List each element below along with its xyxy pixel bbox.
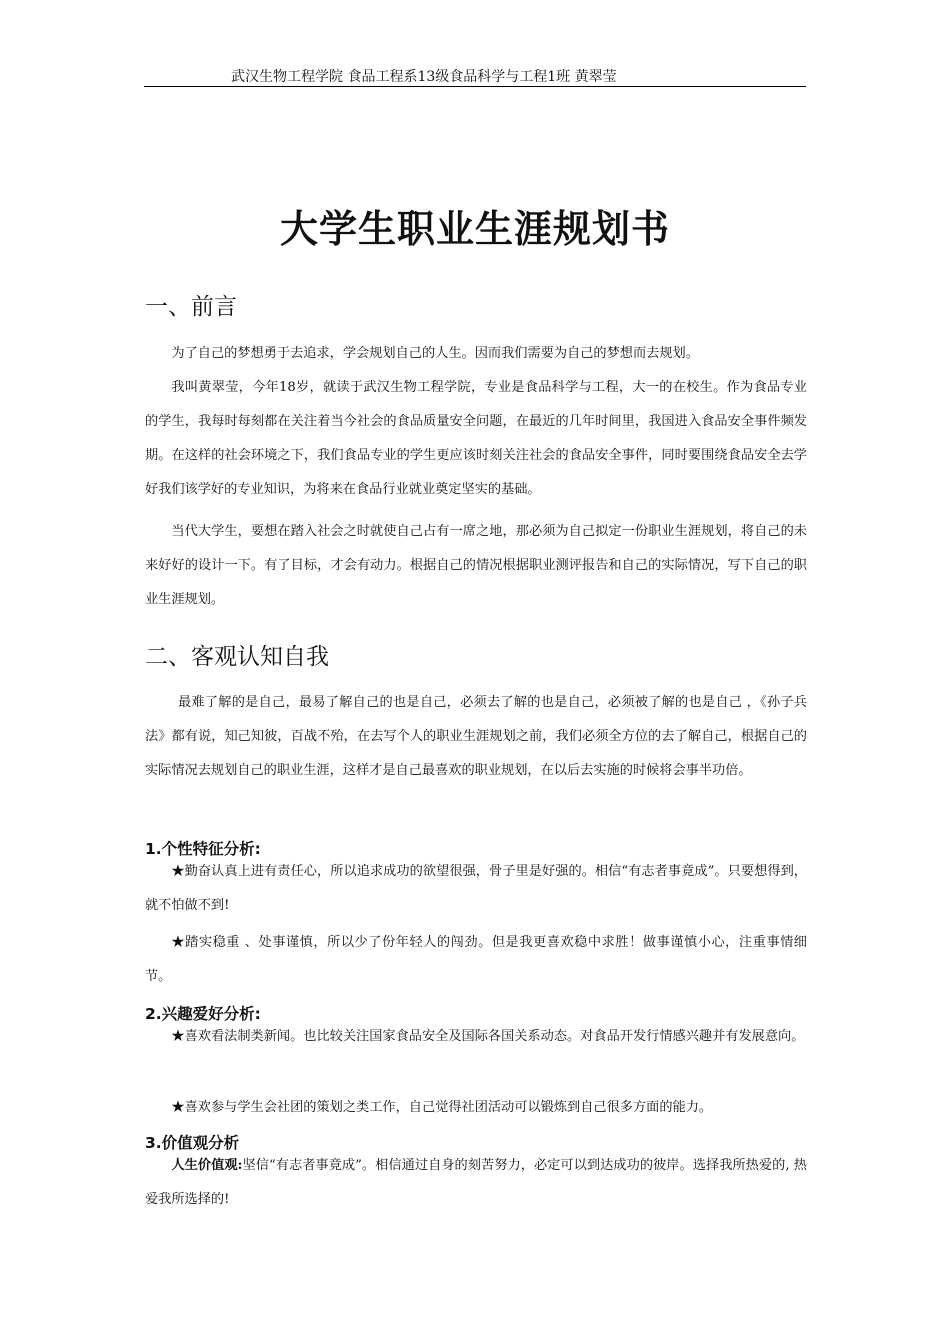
preface-paragraph-2: 我叫黄翠莹，今年18岁，就读于武汉生物工程学院，专业是食品科学与工程，大一的在校生。作为食品专业的学生，我每时每刻都在关注着当今社会的食品质量安全问题，在最近的几年时间里，我国进入食品安全事件频发期。在这样的社会环境之下，我们食品专业的学生更应该时刻关注社会的食品安全事件，同时要围绕食品安全去学好我们该学好的专业知识，为将来在食品行业就业奠定坚实的基础。 bbox=[145, 380, 807, 497]
preface-paragraph-3: 当代大学生，要想在踏入社会之时就使自己占有一席之地，那必须为自己拟定一份职业生涯规划，将自己的未来好好的设计一下。有了目标，才会有动力。根据自己的情况根据职业测评报告和自己的实际情况，写下自己的职业生涯规划。 bbox=[145, 524, 807, 607]
subheading-interests: 2.兴趣爱好分析: bbox=[145, 1005, 261, 1023]
subheading-personality: 1.个性特征分析: bbox=[145, 840, 261, 858]
document-title: 大学生职业生涯规划书 bbox=[279, 207, 670, 251]
values-paragraph bbox=[145, 1149, 807, 1217]
interests-item-2: ★喜欢参与学生会社团的策划之类工作，自己觉得社团活动可以锻炼到自己很多方面的能力。 bbox=[171, 1100, 713, 1115]
life-values-text: 坚信“有志者事竟成”。相信通过自身的刻苦努力，必定可以到达成功的彼岸。选择我所热爱的, 热爱我所选择的! bbox=[145, 1158, 807, 1207]
personality-item-2: ★踏实稳重 、处事谨慎，所以少了份年轻人的闯劲。但是我更喜欢稳中求胜！做事谨慎小心，注重事情细节。 bbox=[145, 935, 807, 984]
interests-item-1: ★喜欢看法制类新闻。也比较关注国家食品安全及国际各国关系动态。对食品开发行情感兴趣并有发展意向。 bbox=[171, 1029, 805, 1044]
section-heading-preface: 一、前言 bbox=[145, 294, 237, 320]
personality-item-1: ★勤奋认真上进有责任心，所以追求成功的欲望很强，骨子里是好强的。相信“有志者事竟成”。只要想得到，就不怕做不到! bbox=[145, 864, 807, 913]
subheading-values: 3.价值观分析 bbox=[145, 1134, 240, 1152]
header-divider bbox=[144, 86, 806, 87]
page-header: 武汉生物工程学院 食品工程系13级食品科学与工程1班 黄翠莹 bbox=[231, 69, 617, 85]
self-knowledge-intro: 最难了解的是自己，最易了解自己的也是自己，必须去了解的也是自己，必须被了解的也是自己 ，《孙子兵法》都有说，知己知彼，百战不殆，在去写个人的职业生涯规划之前，我们必须全方位的去了解自己，根据自己的实际情况去规划自己的职业生涯，这样才是自己最喜欢的职业规划，在以后去实施的时候将会事半功倍。 bbox=[145, 695, 807, 778]
preface-paragraph-1: 为了自己的梦想勇于去追求，学会规划自己的人生。因而我们需要为自己的梦想而去规划。 bbox=[171, 346, 699, 361]
section-heading-self-knowledge: 二、客观认知自我 bbox=[145, 644, 329, 670]
life-values-label: 人生价值观: bbox=[171, 1158, 243, 1173]
